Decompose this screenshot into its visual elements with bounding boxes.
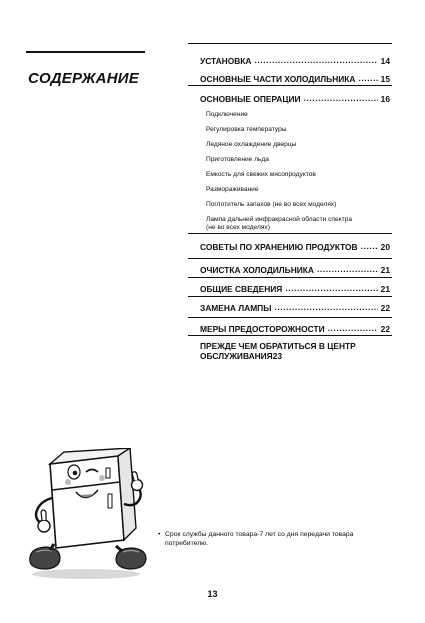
toc-divider — [188, 335, 392, 336]
toc-divider — [188, 277, 392, 278]
toc-entry-storage-tips[interactable] — [200, 241, 390, 252]
toc-subitem-list — [200, 111, 390, 232]
dot-leader — [328, 323, 378, 333]
toc-entry-page: 14 — [380, 56, 390, 66]
toc-entry-label: МЕРЫ ПРЕДОСТОРОЖНОСТИ — [200, 324, 325, 334]
toc-divider — [188, 85, 392, 86]
toc-entry-label-continued: ОБСЛУЖИВАНИЯ — [200, 351, 273, 361]
toc-divider — [188, 317, 392, 318]
note-line: Срок службы данного товара-7 лет со дня передачи товара — [165, 531, 354, 538]
toc-entry-main-parts[interactable] — [200, 73, 390, 84]
page-number: 13 — [207, 589, 218, 599]
toc-entry-label: ОБЩИЕ СВЕДЕНИЯ — [200, 284, 283, 294]
refrigerator-mascot-illustration — [24, 448, 152, 580]
toc-subitem[interactable]: Регулировка температуры — [206, 126, 287, 133]
toc-entry-before-service[interactable] — [200, 341, 390, 361]
toc-entry-page: 21 — [380, 284, 390, 294]
toc-entry-page: 23 — [272, 351, 283, 361]
toc-entry-label: УСТАНОВКА — [200, 56, 252, 66]
toc-entry-page: 21 — [380, 265, 390, 275]
toc-entry-label: ПРЕЖДЕ ЧЕМ ОБРАТИТЬСЯ В ЦЕНТР — [200, 341, 356, 351]
toc-entry-page: 22 — [380, 303, 390, 313]
toc-top-rule — [188, 43, 392, 44]
toc-entry-cleaning[interactable] — [200, 264, 390, 275]
toc-entry-page: 15 — [380, 74, 390, 84]
toc-entry-precautions[interactable] — [200, 323, 390, 334]
dot-leader — [304, 93, 378, 103]
toc-divider — [188, 233, 392, 234]
toc-entry-page: 16 — [380, 94, 390, 104]
toc-subitem[interactable]: Приготовление льда — [206, 156, 269, 163]
toc-subitem[interactable]: Поглотитель запахов (не во всех моделях) — [206, 201, 337, 208]
toc-entry-main-operations[interactable] — [200, 93, 390, 104]
toc-entry-general-info[interactable] — [200, 283, 390, 294]
toc-divider — [188, 258, 392, 259]
page-title: СОДЕРЖАНИЕ — [28, 70, 139, 87]
dot-leader — [274, 302, 377, 312]
toc-entry-label: ОСНОВНЫЕ ОПЕРАЦИИ — [200, 94, 301, 104]
dot-leader — [358, 73, 377, 83]
toc-entry-label: СОВЕТЫ ПО ХРАНЕНИЮ ПРОДУКТОВ — [200, 242, 358, 252]
toc-entry-label: ОЧИСТКА ХОЛОДИЛЬНИКА — [200, 265, 314, 275]
toc-entry-page: 20 — [380, 242, 390, 252]
service-life-note — [158, 531, 394, 548]
toc-entry-installation[interactable] — [200, 55, 390, 66]
toc-subitem[interactable]: Размораживание — [206, 186, 259, 193]
heading-rule — [26, 51, 145, 53]
toc-entry-page: 22 — [380, 324, 390, 334]
toc-entry-lamp-replacement[interactable] — [200, 302, 390, 313]
toc-divider — [188, 296, 392, 297]
note-line: потребителю. — [165, 539, 209, 547]
bullet-icon: • — [158, 531, 161, 538]
dot-leader — [254, 55, 377, 65]
toc-entry-label: ЗАМЕНА ЛАМПЫ — [200, 303, 272, 313]
toc-subitem[interactable]: Емкость для свежих мясопродуктов — [206, 171, 316, 178]
toc-subitem[interactable]: Подключение — [206, 111, 248, 118]
toc-subitem-continuation: (не во всех моделях) — [206, 224, 270, 231]
toc-entry-label: ОСНОВНЫЕ ЧАСТИ ХОЛОДИЛЬНИКА — [200, 74, 356, 84]
dot-leader — [317, 264, 378, 274]
dot-leader — [285, 283, 377, 293]
toc-subitem[interactable]: Ледяное охлаждение дверцы — [206, 141, 297, 148]
dot-leader — [361, 241, 378, 251]
toc-subitem[interactable]: Лампа дальней инфракрасной области спектра — [206, 216, 352, 223]
